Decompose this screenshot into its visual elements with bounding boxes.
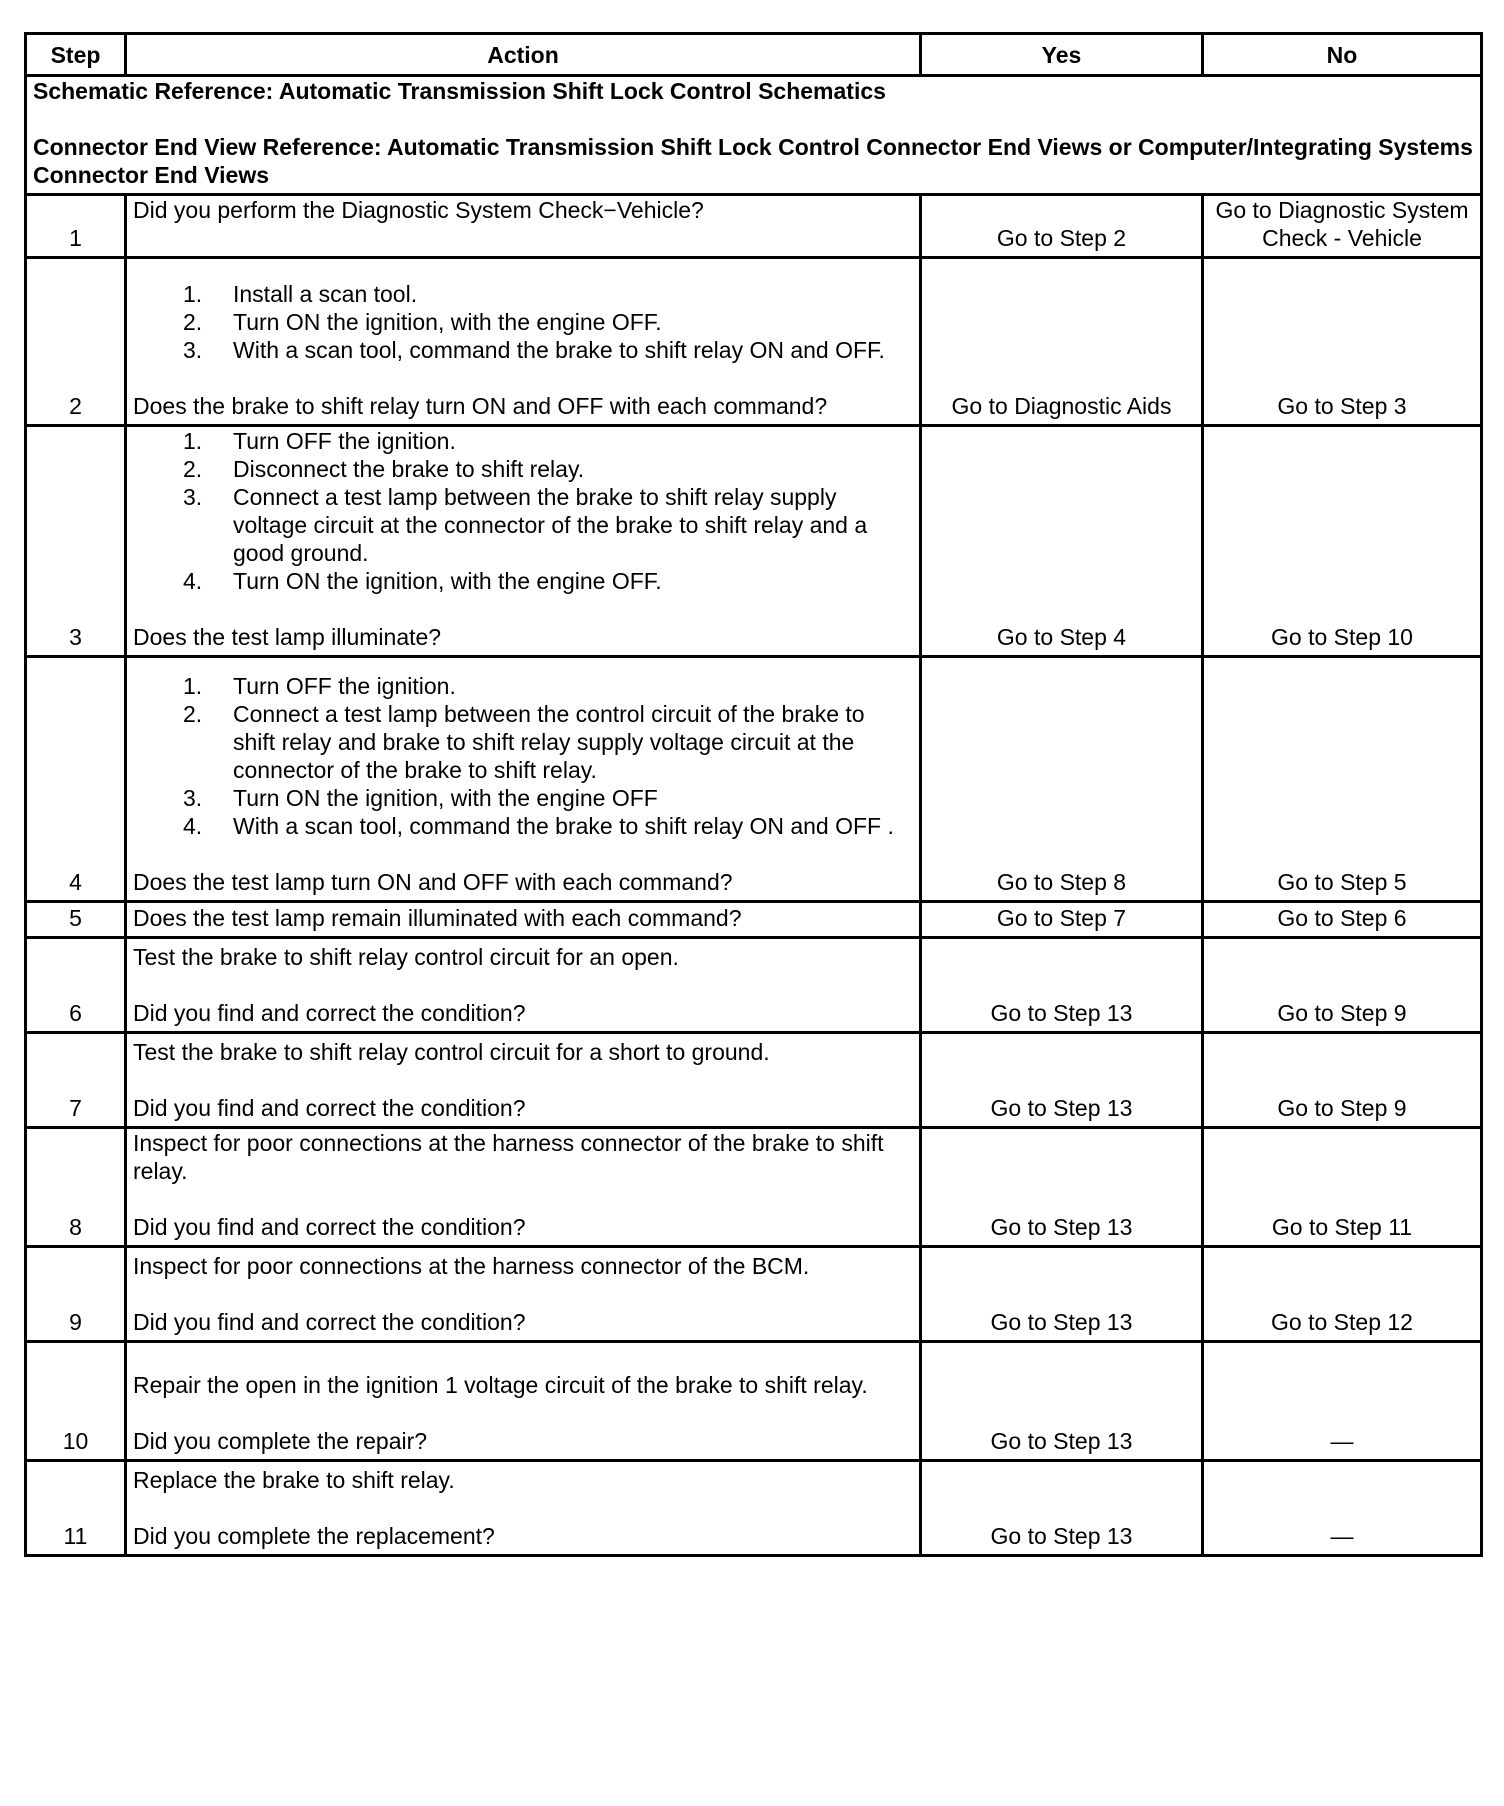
- step-row-3: [26, 426, 1482, 657]
- instruction-item: [133, 567, 913, 595]
- instruction-item: [133, 427, 913, 455]
- instruction-number: 4.: [183, 568, 203, 594]
- step-row-9: [26, 1247, 1482, 1342]
- instruction-item: [133, 700, 913, 784]
- instruction-text: With a scan tool, command the brake to shift relay ON and OFF.: [233, 337, 885, 363]
- header-row: [26, 34, 1482, 76]
- instruction-number: 4.: [183, 813, 203, 839]
- no-result: Go to Step 11: [1203, 1128, 1482, 1247]
- instruction-number: 2.: [183, 456, 203, 482]
- action-cell: [126, 902, 921, 938]
- action-question: Does the brake to shift relay turn ON and OFF with each command?: [133, 393, 828, 419]
- step-number: 3: [26, 426, 126, 657]
- action-instruction: Test the brake to shift relay control circuit for a short to ground.: [133, 1039, 770, 1065]
- header-action: Action: [126, 34, 921, 76]
- no-result: Go to Step 3: [1203, 258, 1482, 426]
- instruction-text: Turn OFF the ignition.: [233, 428, 456, 454]
- instruction-number: 1.: [183, 428, 203, 454]
- action-cell: [126, 258, 921, 426]
- instruction-list: [133, 672, 913, 840]
- instruction-number: 3.: [183, 484, 203, 510]
- instruction-item: [133, 483, 913, 567]
- action-instruction: Inspect for poor connections at the harness connector of the brake to shift relay.: [133, 1130, 884, 1184]
- action-cell: [126, 938, 921, 1033]
- action-cell: [126, 426, 921, 657]
- instruction-item: [133, 455, 913, 483]
- instruction-number: 2.: [183, 701, 203, 727]
- step-number: 5: [26, 902, 126, 938]
- instruction-text: Turn ON the ignition, with the engine OFF.: [233, 309, 662, 335]
- action-question: Did you complete the repair?: [133, 1428, 428, 1454]
- step-number: 2: [26, 258, 126, 426]
- header-no: No: [1203, 34, 1482, 76]
- step-row-7: [26, 1033, 1482, 1128]
- step-number: 4: [26, 657, 126, 902]
- instruction-number: 1.: [183, 281, 203, 307]
- action-question: Did you find and correct the condition?: [133, 1095, 526, 1121]
- action-question: Did you find and correct the condition?: [133, 1000, 526, 1026]
- action-question: Does the test lamp remain illuminated with each command?: [133, 904, 742, 931]
- action-question: Did you perform the Diagnostic System Check−Vehicle?: [133, 197, 704, 223]
- instruction-list: [133, 280, 913, 364]
- header-step: Step: [26, 34, 126, 76]
- action-instruction: Test the brake to shift relay control circuit for an open.: [133, 944, 679, 970]
- yes-result: Go to Step 13: [921, 1342, 1203, 1461]
- no-result: Go to Step 5: [1203, 657, 1482, 902]
- yes-result: Go to Step 13: [921, 938, 1203, 1033]
- step-row-4: [26, 657, 1482, 902]
- schematic-reference: Schematic Reference: Automatic Transmission Shift Lock Control Schematics: [33, 78, 886, 104]
- step-row-1: [26, 195, 1482, 258]
- action-question: Did you complete the replacement?: [133, 1523, 495, 1549]
- action-question: Did you find and correct the condition?: [133, 1309, 526, 1335]
- instruction-item: [133, 672, 913, 700]
- yes-result: Go to Step 2: [921, 195, 1203, 258]
- step-number: 9: [26, 1247, 126, 1342]
- yes-result: Go to Step 13: [921, 1033, 1203, 1128]
- no-result: Go to Step 9: [1203, 938, 1482, 1033]
- yes-result: Go to Step 4: [921, 426, 1203, 657]
- no-result: Go to Diagnostic System Check - Vehicle: [1203, 195, 1482, 258]
- instruction-text: Connect a test lamp between the control circuit of the brake to shift relay and brake to shift relay supply voltage circuit at the connector of the brake to shift relay.: [233, 701, 865, 783]
- step-number: 8: [26, 1128, 126, 1247]
- yes-result: Go to Step 13: [921, 1461, 1203, 1556]
- instruction-item: [133, 308, 913, 336]
- instruction-number: 3.: [183, 785, 203, 811]
- reference-cell: [26, 76, 1482, 195]
- instruction-text: Turn OFF the ignition.: [233, 673, 456, 699]
- action-question: Did you find and correct the condition?: [133, 1214, 526, 1240]
- action-instruction: Replace the brake to shift relay.: [133, 1467, 455, 1493]
- header-yes: Yes: [921, 34, 1203, 76]
- step-row-8: [26, 1128, 1482, 1247]
- instruction-text: Disconnect the brake to shift relay.: [233, 456, 585, 482]
- instruction-text: Connect a test lamp between the brake to shift relay supply voltage circuit at the connector of the brake to shift relay and a good ground.: [233, 484, 868, 566]
- step-number: 6: [26, 938, 126, 1033]
- step-number: 10: [26, 1342, 126, 1461]
- instruction-text: With a scan tool, command the brake to shift relay ON and OFF .: [233, 813, 894, 839]
- no-result: Go to Step 6: [1203, 902, 1482, 938]
- instruction-item: [133, 812, 913, 840]
- reference-row: [26, 76, 1482, 195]
- action-cell: [126, 1128, 921, 1247]
- step-number: 1: [26, 195, 126, 258]
- action-question: Does the test lamp turn ON and OFF with each command?: [133, 869, 733, 895]
- instruction-number: 3.: [183, 337, 203, 363]
- step-row-6: [26, 938, 1482, 1033]
- action-cell: [126, 195, 921, 258]
- instruction-text: Turn ON the ignition, with the engine OFF: [233, 785, 658, 811]
- step-number: 7: [26, 1033, 126, 1128]
- no-result: Go to Step 12: [1203, 1247, 1482, 1342]
- action-cell: [126, 1342, 921, 1461]
- connector-reference: Connector End View Reference: Automatic Transmission Shift Lock Control Connector End Views or Computer/Integrating Systems Connector End Views: [33, 134, 1473, 188]
- instruction-number: 1.: [183, 673, 203, 699]
- action-cell: [126, 657, 921, 902]
- action-instruction: Repair the open in the ignition 1 voltage circuit of the brake to shift relay.: [133, 1372, 868, 1398]
- action-instruction: Inspect for poor connections at the harness connector of the BCM.: [133, 1253, 810, 1279]
- instruction-text: Install a scan tool.: [233, 281, 418, 307]
- no-result: Go to Step 10: [1203, 426, 1482, 657]
- yes-result: Go to Step 13: [921, 1247, 1203, 1342]
- yes-result: Go to Step 13: [921, 1128, 1203, 1247]
- instruction-number: 2.: [183, 309, 203, 335]
- diagnostic-table: [24, 32, 1483, 1557]
- instruction-item: [133, 336, 913, 364]
- action-cell: [126, 1461, 921, 1556]
- step-number: 11: [26, 1461, 126, 1556]
- yes-result: Go to Step 8: [921, 657, 1203, 902]
- instruction-item: [133, 784, 913, 812]
- step-row-2: [26, 258, 1482, 426]
- step-row-5: [26, 902, 1482, 938]
- no-result: Go to Step 9: [1203, 1033, 1482, 1128]
- instruction-list: [133, 427, 913, 595]
- no-result: —: [1203, 1342, 1482, 1461]
- instruction-text: Turn ON the ignition, with the engine OFF.: [233, 568, 662, 594]
- action-cell: [126, 1247, 921, 1342]
- yes-result: Go to Diagnostic Aids: [921, 258, 1203, 426]
- action-question: Does the test lamp illuminate?: [133, 624, 442, 650]
- action-cell: [126, 1033, 921, 1128]
- no-result: —: [1203, 1461, 1482, 1556]
- step-row-11: [26, 1461, 1482, 1556]
- instruction-item: [133, 280, 913, 308]
- step-row-10: [26, 1342, 1482, 1461]
- yes-result: Go to Step 7: [921, 902, 1203, 938]
